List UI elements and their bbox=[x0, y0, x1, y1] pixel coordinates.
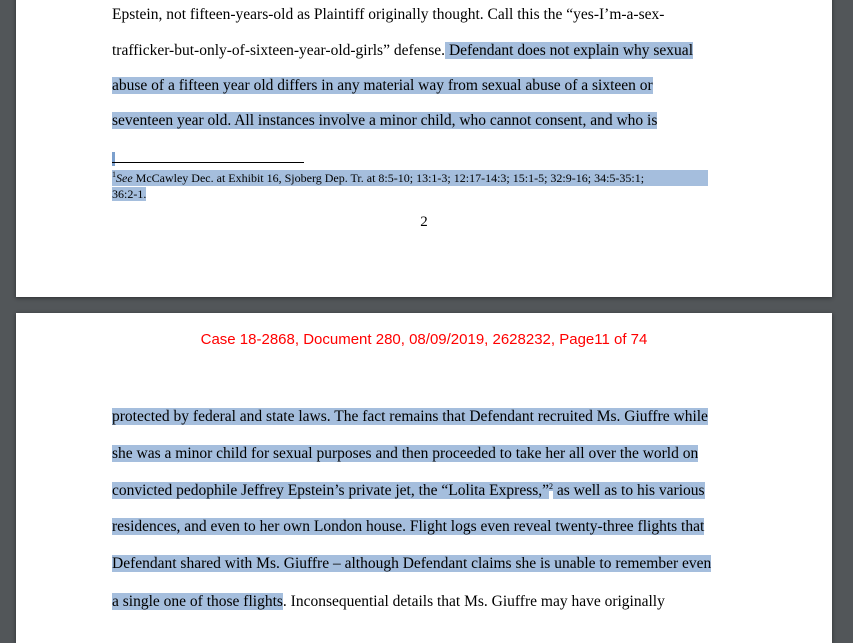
selected-text[interactable]: residences, and even to her own London house. Flight logs even reveal twenty-three flights that bbox=[112, 518, 705, 535]
text-line: a single one of those flights. Inconsequential details that Ms. Giuffre may have originally bbox=[112, 593, 665, 610]
footnote-1[interactable]: $^1$See McCawley Dec. at Exhibit 16, Sjoberg Dep. Tr. at 8:5-10; 13:1-3; 12:17-14:3; 15:1-5; 32:9-16; 34:5-35:1; bbox=[112, 170, 708, 186]
text-line bbox=[112, 111, 657, 131]
page-number: 2 bbox=[420, 214, 428, 230]
selected-text[interactable]: convicted pedophile Jeffrey Epstein’s private jet, the “Lolita Express,” bbox=[112, 482, 550, 499]
footnote-ref-2[interactable]: 2 bbox=[549, 481, 554, 491]
selected-text[interactable]: seventeen year old. All instances involve a minor child, who cannot consent, and who is bbox=[112, 112, 658, 129]
text-line bbox=[112, 407, 708, 427]
selected-text[interactable]: abuse of a fifteen year old differs in any material way from sexual abuse of a sixteen or bbox=[112, 77, 653, 94]
selected-text[interactable]: she was a minor child for sexual purposes and then proceeded to take her all over the world on bbox=[112, 445, 699, 462]
text-line bbox=[112, 554, 711, 574]
text-line: Epstein, not fifteen-years-old as Plaintiff originally thought. Call this the “yes-I’m-a-sex- bbox=[112, 6, 665, 23]
pdf-page-previous bbox=[16, 0, 832, 297]
footnote-separator bbox=[112, 162, 304, 163]
footnote-1-continued: 36:2-1. bbox=[112, 187, 147, 201]
selection-caret bbox=[112, 152, 115, 166]
selected-text[interactable]: Defendant shared with Ms. Giuffre – although Defendant claims she is unable to remember even bbox=[112, 555, 712, 572]
pdf-page-current bbox=[16, 313, 832, 643]
case-header-stamp: Case 18-2868, Document 280, 08/09/2019, 2628232, Page11 of 74 bbox=[200, 331, 648, 348]
text-line bbox=[112, 481, 705, 501]
text-line bbox=[112, 517, 704, 537]
text-line bbox=[112, 76, 653, 96]
selected-text[interactable]: protected by federal and state laws. The fact remains that Defendant recruited Ms. Giuffre while bbox=[112, 408, 708, 425]
selected-text[interactable]: as well as to his various bbox=[553, 482, 705, 499]
text-line: trafficker-but-only-of-sixteen-year-old-girls” defense. Defendant does not explain why sexual bbox=[112, 42, 693, 59]
text-line bbox=[112, 444, 698, 464]
selected-text[interactable]: a single one of those flights bbox=[112, 593, 283, 610]
selected-text[interactable]: Defendant does not explain why sexual bbox=[445, 42, 693, 59]
